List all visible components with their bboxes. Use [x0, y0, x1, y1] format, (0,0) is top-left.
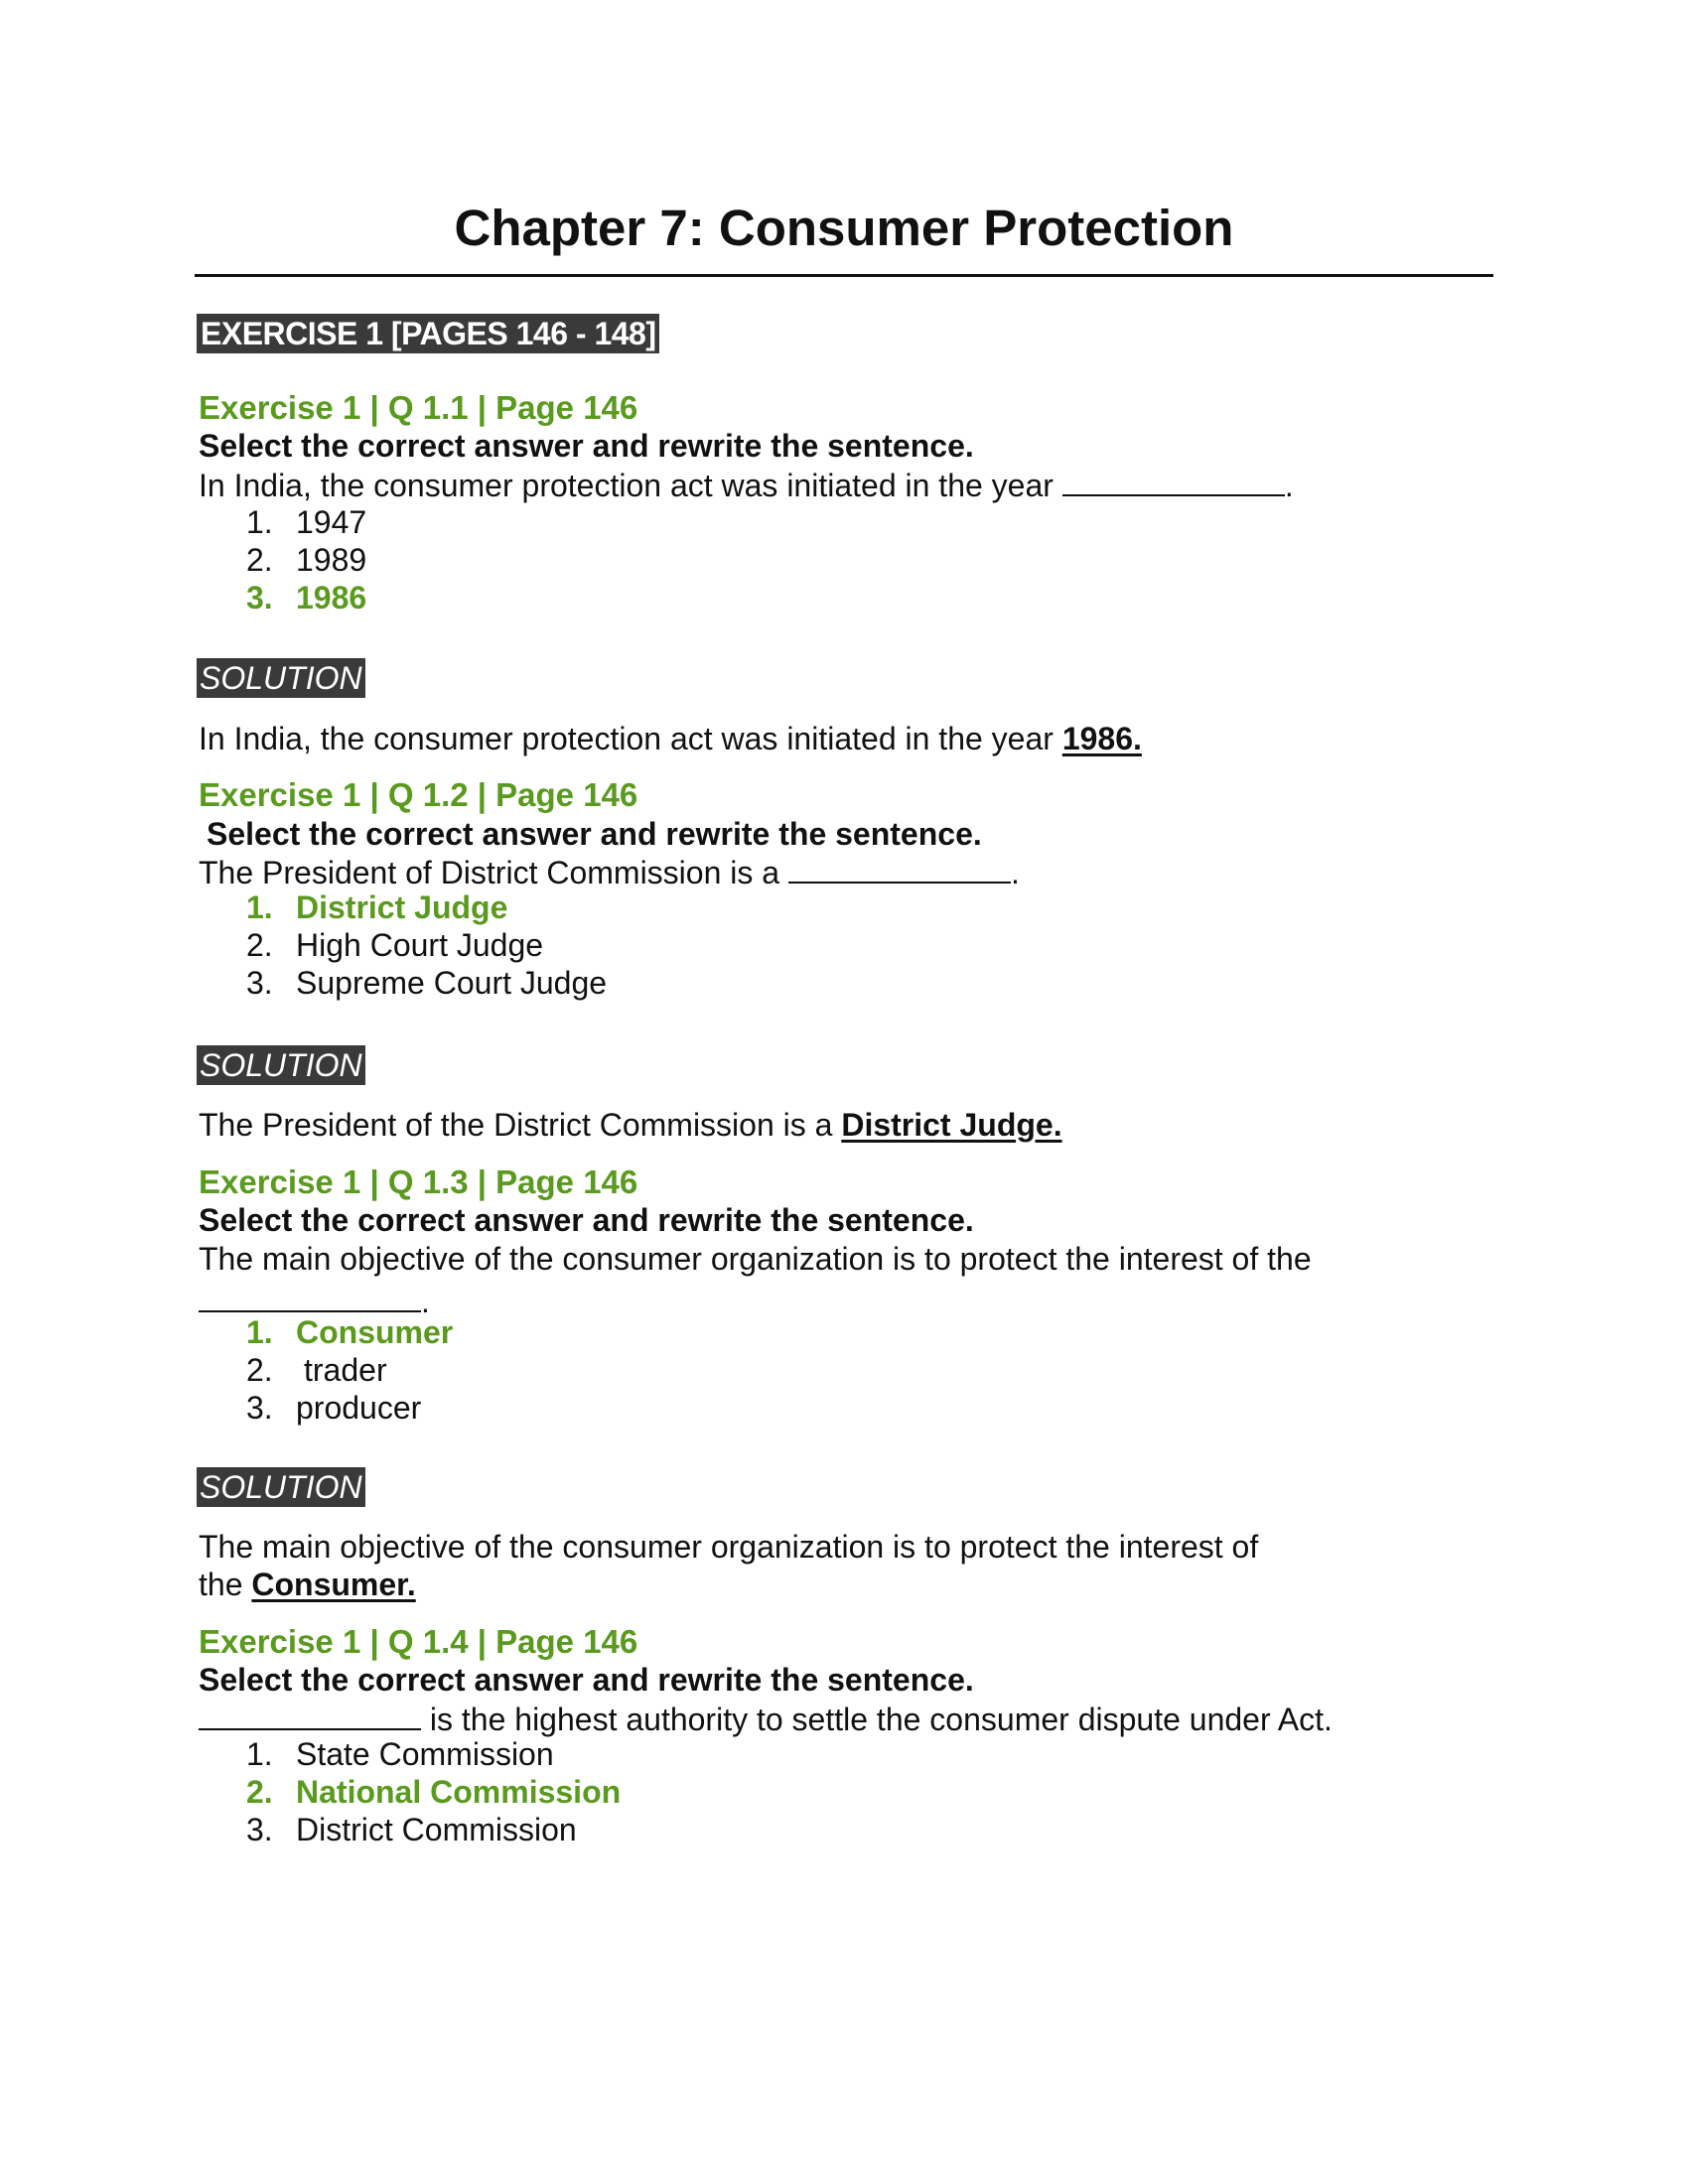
option-text: National Commission: [296, 1774, 622, 1810]
solution-text-1-3-line2: [199, 1565, 416, 1604]
solution-sentence: The President of the District Commission is a: [199, 1107, 833, 1143]
answer-blank: [199, 1699, 421, 1730]
option-text: trader: [304, 1352, 387, 1388]
question-instruction-1-4: Select the correct answer and rewrite the sentence.: [199, 1662, 974, 1698]
option-number: 3.: [246, 1390, 273, 1426]
option-1-3-a-correct: [246, 1313, 453, 1351]
option-text: 1986: [296, 580, 367, 615]
solution-answer: Consumer.: [251, 1567, 416, 1602]
option-number: 1.: [246, 1736, 273, 1772]
option-1-3-c: [246, 1389, 421, 1427]
solution-sentence: the: [199, 1567, 243, 1602]
solution-text-1-3-line1: The main objective of the consumer organization is to protect the interest of: [199, 1529, 1259, 1565]
option-text: High Court Judge: [296, 927, 544, 963]
option-text: Consumer: [296, 1314, 454, 1350]
stem-end: .: [1284, 468, 1294, 503]
question-instruction-1-3: Select the correct answer and rewrite the sentence.: [199, 1202, 974, 1238]
option-text: producer: [296, 1390, 422, 1426]
option-number: 1.: [246, 1314, 273, 1350]
question-heading-1-1: Exercise 1 | Q 1.1 | Page 146: [199, 389, 638, 426]
question-instruction-1-1: Select the correct answer and rewrite the sentence.: [199, 428, 974, 464]
solution-badge-1-1: SOLUTION: [197, 658, 365, 698]
stem-end: .: [1010, 855, 1020, 890]
option-number: 2.: [246, 542, 273, 578]
option-1-1-a: [246, 503, 366, 541]
chapter-title: Chapter 7: Consumer Protection: [454, 200, 1234, 256]
option-text: District Judge: [296, 889, 508, 925]
question-instruction-1-2: Select the correct answer and rewrite the sentence.: [207, 816, 982, 852]
exercise-banner: EXERCISE 1 [PAGES 146 - 148]: [197, 314, 659, 353]
option-1-4-c: [246, 1811, 577, 1848]
option-1-2-b: [246, 926, 543, 964]
option-text: Supreme Court Judge: [296, 965, 608, 1001]
option-number: 2.: [246, 1774, 273, 1810]
answer-blank: [1062, 465, 1285, 496]
question-stem-1-2: [199, 852, 1020, 892]
option-text: 1947: [296, 504, 367, 540]
stem-text: is the highest authority to settle the consumer dispute under Act.: [429, 1702, 1333, 1737]
option-number: 1.: [246, 504, 273, 540]
option-1-1-b: [246, 541, 366, 579]
solution-answer: 1986.: [1061, 721, 1142, 756]
question-stem-1-3: The main objective of the consumer organization is to protect the interest of the: [199, 1241, 1312, 1277]
option-number: 2.: [246, 927, 273, 963]
stem-text: The President of District Commission is a: [199, 855, 780, 890]
question-stem-1-4: [199, 1699, 1333, 1739]
solution-badge-1-2: SOLUTION: [197, 1045, 365, 1085]
solution-text-1-1: [199, 719, 1142, 758]
title-rule: [195, 274, 1493, 277]
option-1-4-a: [246, 1735, 554, 1773]
option-1-1-c-correct: [246, 579, 366, 616]
question-heading-1-2: Exercise 1 | Q 1.2 | Page 146: [199, 776, 638, 813]
solution-answer: District Judge.: [841, 1107, 1062, 1143]
stem-text: In India, the consumer protection act was initiated in the year: [199, 468, 1054, 503]
option-text: District Commission: [296, 1812, 577, 1847]
question-heading-1-4: Exercise 1 | Q 1.4 | Page 146: [199, 1623, 638, 1660]
option-1-2-a-correct: [246, 888, 507, 926]
question-stem-1-1: [199, 465, 1294, 505]
option-text: 1989: [296, 542, 367, 578]
solution-badge-1-3: SOLUTION: [197, 1467, 365, 1507]
solution-sentence: In India, the consumer protection act was initiated in the year: [199, 721, 1054, 756]
stem-end: .: [421, 1284, 430, 1319]
option-text: State Commission: [296, 1736, 554, 1772]
option-number: 3.: [246, 580, 273, 615]
answer-blank: [199, 1281, 421, 1312]
question-heading-1-3: Exercise 1 | Q 1.3 | Page 146: [199, 1163, 638, 1200]
option-1-2-c: [246, 964, 607, 1002]
option-number: 3.: [246, 965, 273, 1001]
solution-text-1-2: [199, 1105, 1062, 1145]
option-1-4-b-correct: [246, 1773, 621, 1811]
option-number: 1.: [246, 889, 273, 925]
option-number: 3.: [246, 1812, 273, 1847]
option-number: 2.: [246, 1352, 273, 1388]
answer-blank: [788, 852, 1011, 884]
option-1-3-b: [246, 1351, 387, 1389]
